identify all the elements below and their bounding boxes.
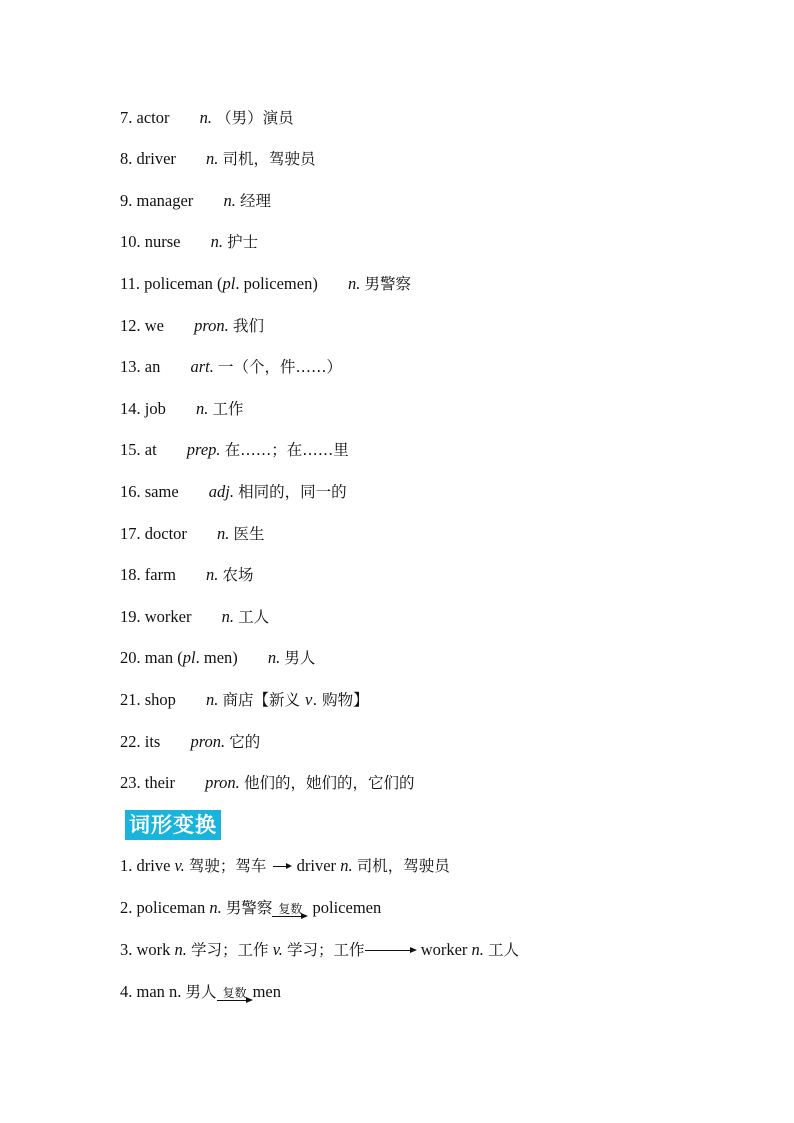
vocab-meaning-rest: . 购物】 (312, 691, 369, 709)
transform-item-policeman (120, 896, 381, 920)
vocab-number: 16. (120, 482, 141, 501)
vocab-meaning: （男）演员 (216, 109, 294, 127)
transform-number: 1. (120, 856, 133, 875)
vocab-meaning: 工人 (238, 608, 270, 626)
transform-from-meaning: 男警察 (225, 899, 273, 917)
transform-item-drive (120, 854, 450, 878)
transform-from-pos: n. (209, 898, 222, 917)
vocab-number: 11. (120, 274, 141, 293)
vocab-item-at (120, 438, 349, 462)
vocab-meaning: 它的 (229, 733, 261, 751)
vocab-number: 22. (120, 732, 141, 751)
vocab-number: 20. (120, 648, 141, 667)
vocab-pos: n. (199, 108, 212, 127)
vocab-meaning: 相同的，同一的 (238, 483, 347, 501)
vocab-word: shop (144, 690, 176, 709)
arrow-right-icon (272, 916, 302, 917)
section-heading-word-forms: 词形变换 (125, 810, 221, 840)
transform-from-pos: v. (174, 856, 185, 875)
vocab-number: 12. (120, 316, 141, 335)
transform-from-meaning: 学习；工作 (191, 941, 269, 959)
vocab-number: 7. (120, 108, 133, 127)
arrow-right-icon (271, 854, 293, 878)
vocab-pos: n. (195, 399, 209, 418)
vocab-item-driver (120, 147, 316, 171)
vocab-meaning: 他们的，她们的，它们的 (243, 774, 415, 792)
vocab-number: 21. (120, 690, 141, 709)
transform-from-pos: n. (174, 940, 187, 959)
transform-from-pos-2: v. (272, 940, 283, 959)
vocab-number: 17. (120, 524, 141, 543)
vocab-pos: n. (217, 524, 230, 543)
vocab-pos: n. (347, 274, 361, 293)
vocab-word: doctor (144, 524, 187, 543)
plural-arrow (217, 980, 253, 1004)
vocab-item-man (120, 646, 315, 670)
vocab-extra-rest: . men) (195, 648, 238, 667)
transform-from-meaning: 男人 (185, 983, 217, 1001)
vocab-number: 14. (120, 399, 141, 418)
vocab-meaning: 我们 (232, 317, 264, 335)
vocab-meaning: 工作 (212, 400, 244, 418)
vocab-extra-open: ( (217, 274, 223, 293)
vocab-item-its (120, 730, 260, 754)
transform-to-word: men (252, 982, 281, 1001)
vocab-pos: pron. (205, 773, 240, 792)
vocab-item-shop (120, 688, 369, 712)
arrow-label: 复数 (278, 902, 303, 916)
vocab-number: 15. (120, 440, 141, 459)
vocab-number: 9. (120, 191, 133, 210)
vocab-meaning: 男人 (284, 649, 316, 667)
vocab-word: nurse (144, 232, 181, 251)
vocab-word: job (144, 399, 166, 418)
transform-to-word: policemen (312, 898, 382, 917)
arrow-right-icon (365, 938, 417, 962)
transform-number: 4. (120, 982, 133, 1001)
vocab-word: its (144, 732, 161, 751)
vocab-meaning: 男警察 (364, 275, 411, 293)
vocab-item-nurse (120, 230, 258, 254)
vocab-pos: adj. (208, 482, 234, 501)
vocab-extra-open: ( (177, 648, 183, 667)
transform-from-word: policeman (136, 898, 206, 917)
vocab-word: actor (136, 108, 170, 127)
transform-to-pos: n. (471, 940, 484, 959)
vocab-pos: n. (223, 191, 236, 210)
vocab-number: 13. (120, 357, 141, 376)
vocab-number: 18. (120, 565, 141, 584)
vocab-item-we (120, 314, 264, 338)
vocab-number: 10. (120, 232, 141, 251)
vocab-item-an (120, 355, 342, 379)
vocab-pos: n. (267, 648, 281, 667)
vocab-pos: pron. (190, 732, 226, 751)
vocab-pos: pron. (194, 316, 229, 335)
transform-from-word: work (136, 940, 171, 959)
vocab-item-same (120, 480, 347, 504)
transform-to-pos: n. (340, 856, 353, 875)
vocab-word: driver (136, 149, 176, 168)
transform-to-meaning: 工人 (488, 941, 520, 959)
vocab-meaning-pos: v (304, 690, 313, 709)
vocab-meaning: 农场 (222, 566, 254, 584)
vocab-pos: n. (210, 232, 223, 251)
arrow-right-icon (217, 1000, 247, 1001)
vocab-extra-pos: pl (222, 274, 236, 293)
vocab-word: farm (144, 565, 176, 584)
arrow-label: 复数 (222, 986, 247, 1000)
transform-number: 2. (120, 898, 133, 917)
vocab-word: at (144, 440, 157, 459)
vocab-word: we (144, 316, 164, 335)
vocab-extra-pos: pl (182, 648, 196, 667)
vocab-item-their (120, 771, 414, 795)
vocab-word: same (144, 482, 179, 501)
vocab-pos: n. (206, 149, 219, 168)
vocab-extra-rest: . policemen) (235, 274, 318, 293)
transform-number: 3. (120, 940, 133, 959)
vocab-item-doctor (120, 522, 265, 546)
transform-item-man (120, 980, 281, 1004)
transform-from-meaning-2: 学习；工作 (287, 941, 365, 959)
transform-item-work (120, 938, 519, 962)
vocab-item-job (120, 397, 243, 421)
vocab-meaning: 经理 (239, 192, 271, 210)
vocab-pos: n. (221, 607, 234, 626)
vocab-meaning: 商店【新义 (222, 691, 305, 709)
plural-arrow (272, 896, 308, 920)
vocab-word: an (144, 357, 161, 376)
vocab-word: man (144, 648, 174, 667)
vocab-item-actor (120, 106, 294, 130)
transform-from-word: man n. (136, 982, 182, 1001)
vocab-word: policeman (144, 274, 213, 293)
transform-to-meaning: 司机，驾驶员 (356, 857, 450, 875)
vocab-word: worker (144, 607, 192, 626)
vocab-pos: art. (190, 357, 214, 376)
vocab-number: 8. (120, 149, 133, 168)
vocab-meaning: 一（个，件……） (217, 358, 342, 376)
transform-to-word: driver (296, 856, 337, 875)
vocab-item-farm (120, 563, 254, 587)
transform-to-word: worker (420, 940, 468, 959)
vocab-meaning: 护士 (227, 233, 259, 251)
vocab-pos: n. (206, 690, 219, 709)
vocab-pos: n. (206, 565, 219, 584)
vocab-meaning: 医生 (233, 525, 265, 543)
transform-from-meaning: 驾驶；驾车 (188, 857, 267, 875)
vocab-meaning: 司机，驾驶员 (222, 150, 316, 168)
vocab-word: their (144, 773, 175, 792)
vocab-pos: prep. (186, 440, 221, 459)
vocab-meaning: 在……；在……里 (224, 441, 349, 459)
vocab-item-manager (120, 189, 271, 213)
transform-from-word: drive (136, 856, 171, 875)
vocab-number: 23. (120, 773, 141, 792)
vocab-item-worker (120, 605, 269, 629)
vocab-item-policeman (120, 272, 411, 296)
vocab-word: manager (136, 191, 194, 210)
vocab-number: 19. (120, 607, 141, 626)
